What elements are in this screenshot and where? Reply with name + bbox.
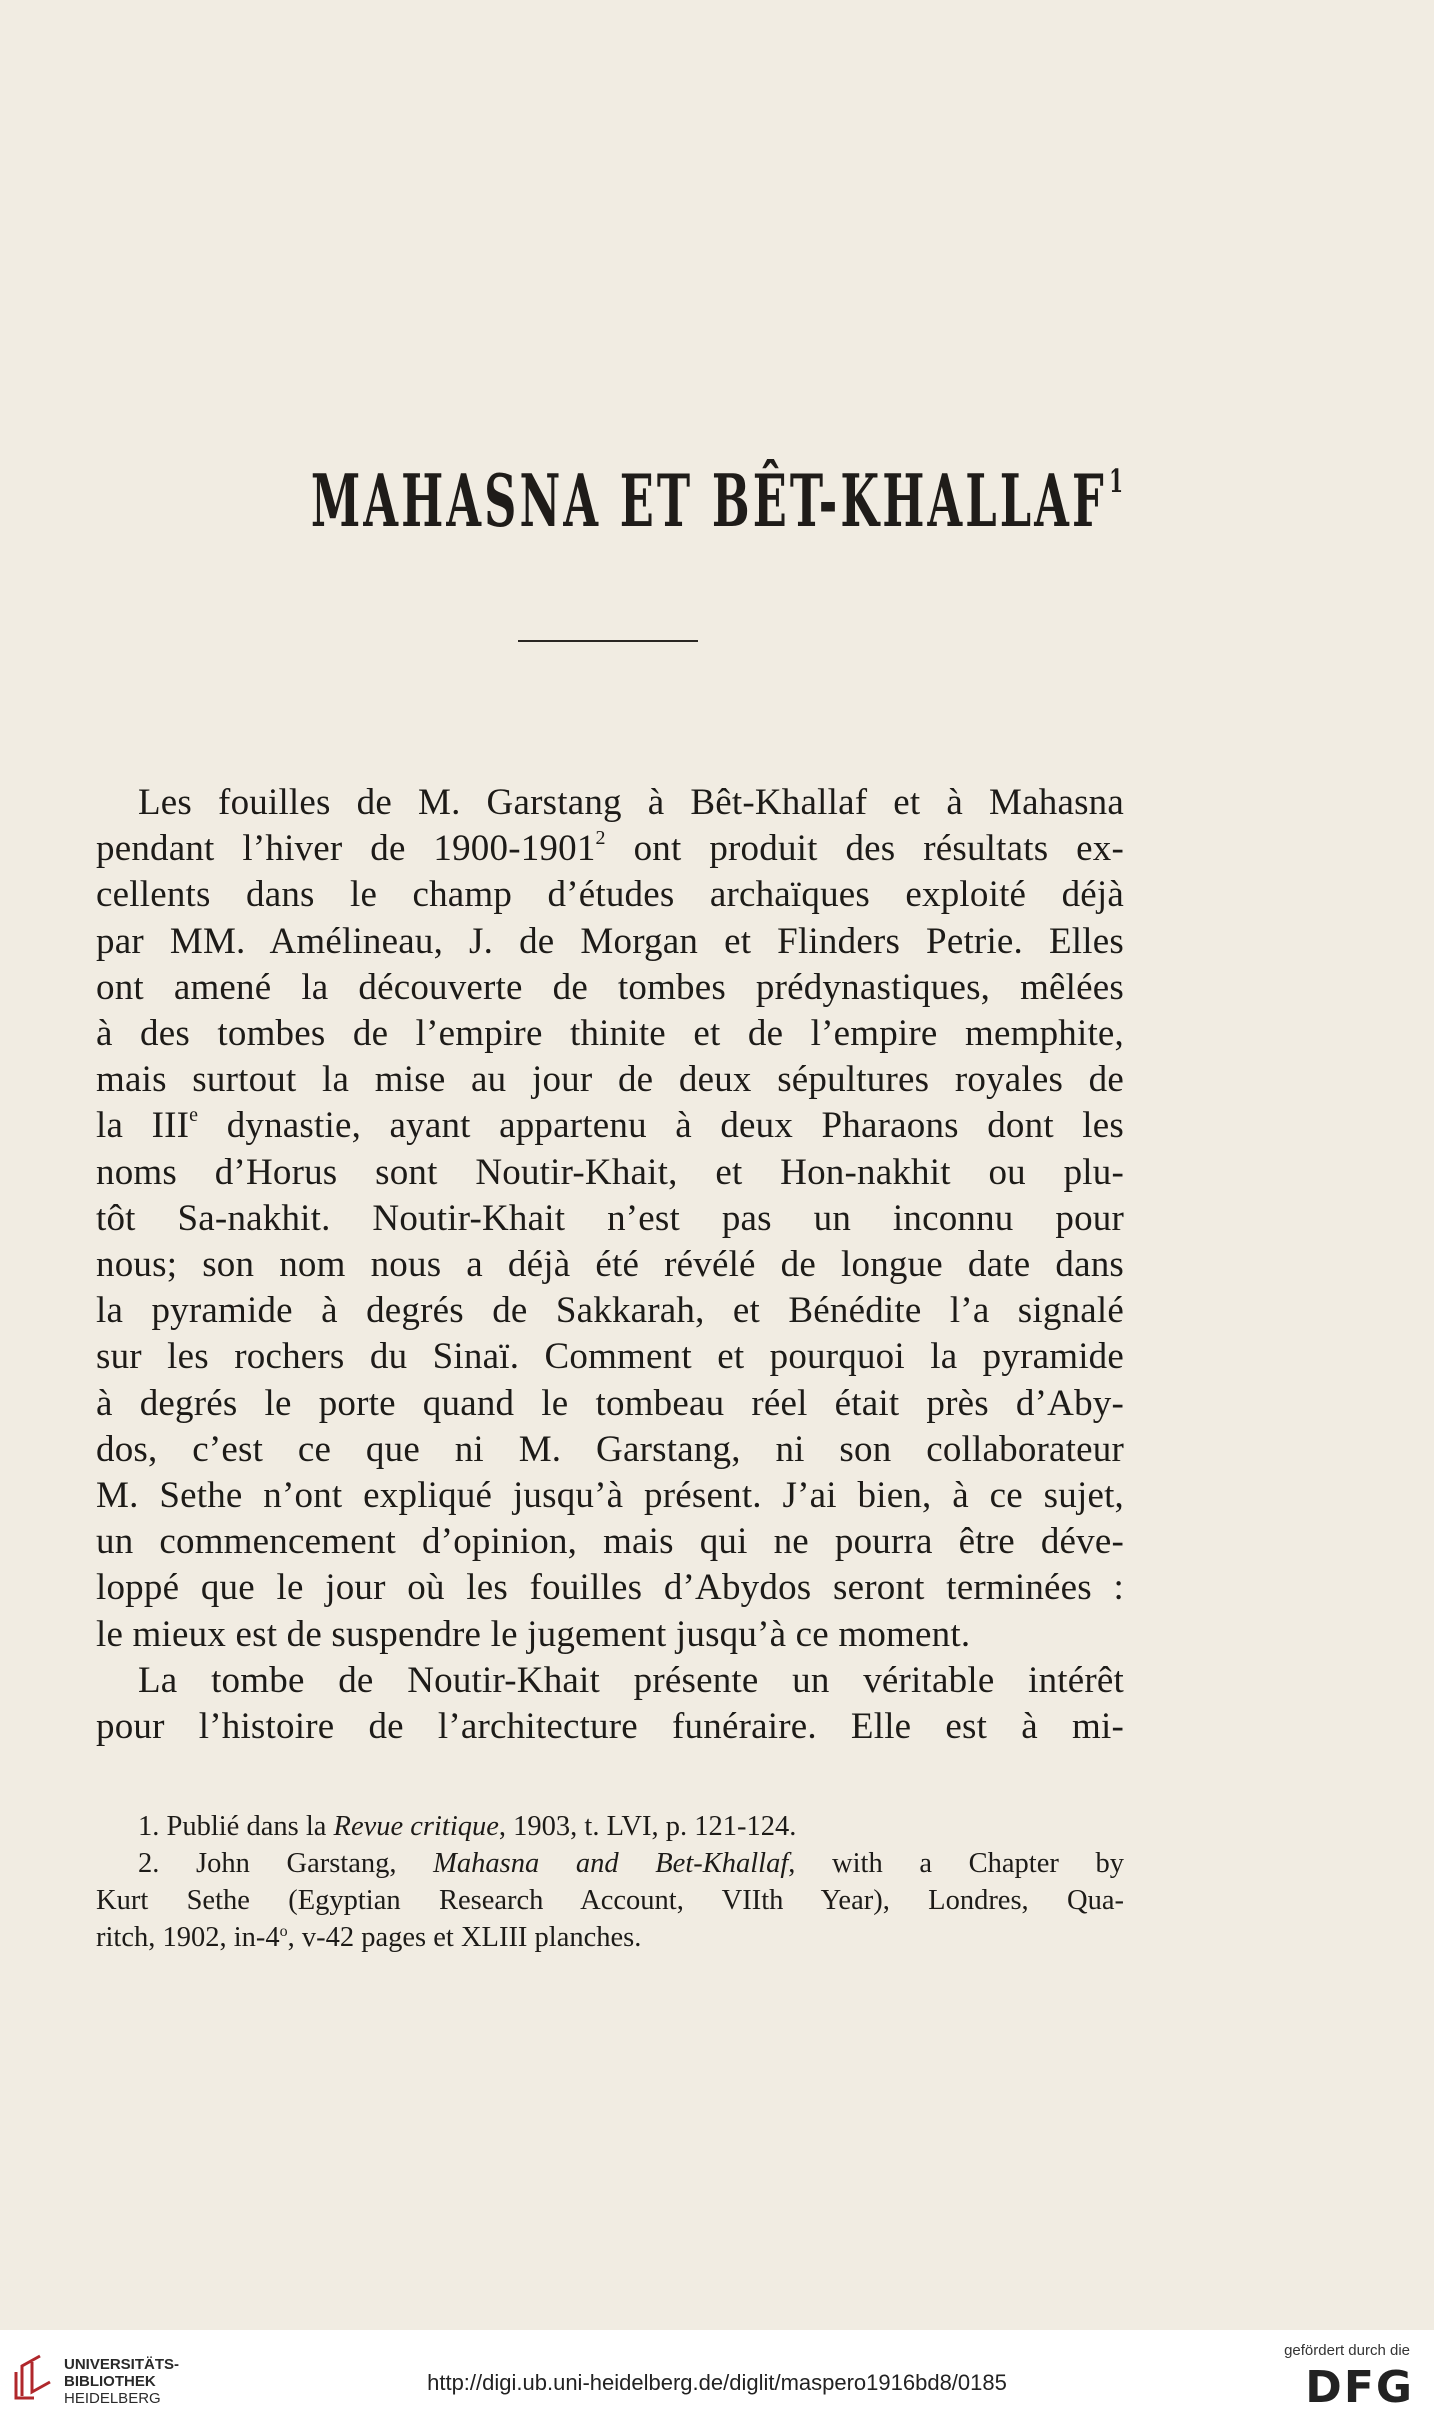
text-run: 1. Publié dans la [138, 1811, 334, 1842]
text-run: ont produit des résultats ex- [605, 828, 1125, 870]
text-run: tôt Sa-nakhit. Noutir-Khait n’est pas un inconnu pour [96, 1197, 1124, 1239]
text-run: le mieux est de suspendre le jugement jusqu’à ce moment. [96, 1613, 971, 1655]
text-run: La tombe de Noutir-Khait présente un véritable intérêt [138, 1659, 1124, 1701]
text-run: 2. John Garstang, [138, 1848, 434, 1879]
dfg-logo: DFG [1305, 2362, 1414, 2413]
title-divider [518, 640, 698, 642]
text-line [96, 872, 1124, 918]
text-run: M. Sethe n’ont expliqué jusqu’à présent. J’ai bien, à ce sujet, [96, 1475, 1124, 1517]
body-text [96, 780, 1124, 1750]
superscript: e [189, 1104, 199, 1127]
text-line [96, 1658, 1124, 1704]
text-line [96, 1565, 1124, 1611]
text-line [96, 965, 1124, 1011]
library-line-1: UNIVERSITÄTS- [64, 2356, 180, 2373]
library-line-3: HEIDELBERG [64, 2390, 161, 2407]
text-line [96, 1288, 1124, 1334]
text-run: , 1903, t. LVI, p. 121-124. [498, 1811, 797, 1842]
title-footnote-mark: 1 [1109, 462, 1124, 500]
text-line [96, 826, 1124, 872]
text-run: la III [96, 1105, 190, 1147]
text-run: , with a Chapter by [788, 1848, 1124, 1879]
text-line [96, 919, 1124, 965]
text-run: à des tombes de l’empire thinite et de l’empire memphite, [96, 1013, 1124, 1055]
text-run: Les fouilles de M. Garstang à Bêt-Khallaf et à Mahasna [138, 782, 1124, 823]
footnotes [96, 1808, 1124, 1956]
text-line [96, 1612, 1124, 1658]
title-text: MAHASNA ET BÊT-KHALLAF [310, 458, 1107, 543]
text-run: mais surtout la mise au jour de deux sépultures royales de [96, 1059, 1124, 1101]
text-run: noms d’Horus sont Noutir-Khait, et Hon-nakhit ou plu- [96, 1151, 1124, 1193]
source-url[interactable]: http://digi.ub.uni-heidelberg.de/diglit/maspero1916bd8/0185 [427, 2370, 1007, 2395]
text-run: , v-42 pages et XLIII planches. [287, 1922, 642, 1953]
text-run: un commencement d’opinion, mais qui ne pourra être déve- [96, 1521, 1124, 1563]
footnote-line [96, 1845, 1124, 1882]
text-run: pendant l’hiver de 1900-1901 [96, 828, 596, 870]
text-run: dos, c’est ce que ni M. Garstang, ni son collaborateur [96, 1428, 1124, 1470]
text-line [96, 780, 1124, 826]
superscript: 2 [595, 827, 606, 850]
funded-by-label: gefördert durch die [1284, 2342, 1410, 2359]
text-run: dynastie, ayant appartenu à deux Pharaons dont les [198, 1105, 1124, 1147]
text-run: Kurt Sethe (Egyptian Research Account, VIIth Year), Londres, Qua- [96, 1885, 1124, 1916]
library-line-2: BIBLIOTHEK [64, 2373, 156, 2390]
italic-title: Mahasna and Bet-Khallaf [433, 1848, 789, 1879]
text-line [96, 1704, 1124, 1750]
text-line [96, 1473, 1124, 1519]
text-run: ont amené la découverte de tombes prédynastiques, mêlées [96, 966, 1124, 1008]
text-line [96, 1427, 1124, 1473]
text-line [96, 1057, 1124, 1103]
text-line [96, 1103, 1124, 1149]
italic-title: Revue critique [333, 1811, 499, 1842]
footnote-line [96, 1882, 1124, 1919]
footnote-line [96, 1919, 1124, 1956]
footnote-line [96, 1808, 1124, 1845]
viewer-footer [0, 2330, 1434, 2412]
text-run: cellents dans le champ d’études archaïques exploité déjà [96, 874, 1124, 916]
text-line [96, 1011, 1124, 1057]
text-line [96, 1196, 1124, 1242]
page-title [272, 458, 1161, 543]
text-run: nous; son nom nous a déjà été révélé de longue date dans [96, 1244, 1124, 1286]
text-line [96, 1242, 1124, 1288]
text-run: pour l’histoire de l’architecture funéraire. Elle est à mi- [96, 1706, 1124, 1748]
text-line [96, 1381, 1124, 1427]
text-run: loppé que le jour où les fouilles d’Abydos seront terminées : [96, 1567, 1124, 1609]
text-run: la pyramide à degrés de Sakkarah, et Bénédite l’a signalé [96, 1290, 1124, 1332]
text-line [96, 1150, 1124, 1196]
text-run: ritch, 1902, in-4 [96, 1922, 280, 1953]
text-line [96, 1519, 1124, 1565]
text-run: à degrés le porte quand le tombeau réel était près d’Aby- [96, 1382, 1124, 1424]
superscript: o [279, 1923, 288, 1940]
text-run: sur les rochers du Sinaï. Comment et pourquoi la pyramide [96, 1336, 1124, 1378]
text-run: par MM. Amélineau, J. de Morgan et Flinders Petrie. Elles [96, 920, 1124, 962]
text-line [96, 1334, 1124, 1380]
